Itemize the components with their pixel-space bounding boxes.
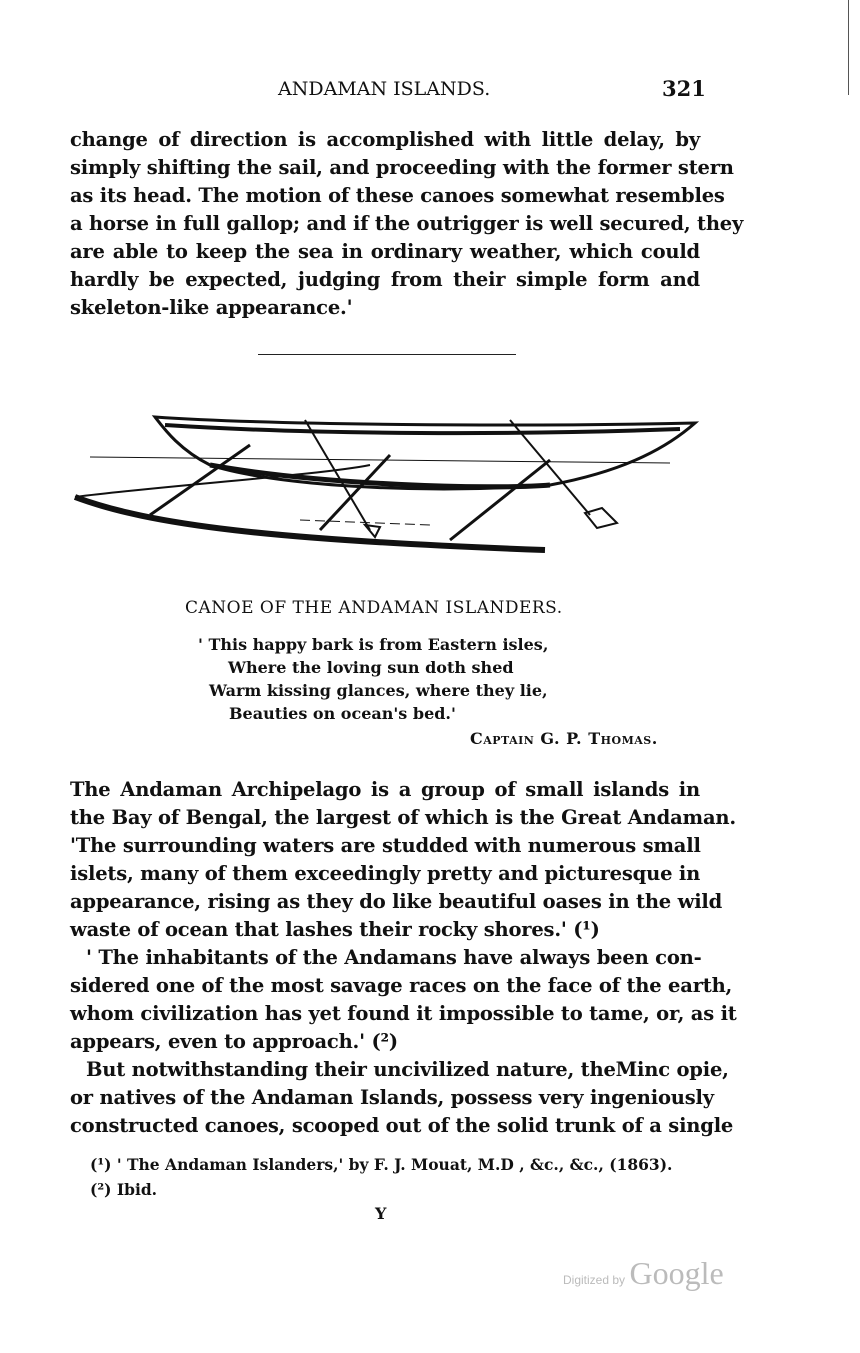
text-line: The Andaman Archipelago is a group of small islands in — [70, 778, 700, 801]
illustration-caption: CANOE OF THE ANDAMAN ISLANDERS. — [185, 598, 563, 618]
text-line: or natives of the Andaman Islands, possess very ingeniously — [70, 1086, 714, 1109]
text-line: as its head. The motion of these canoes somewhat resembles — [70, 184, 725, 207]
text-line: islets, many of them exceedingly pretty and picturesque in — [70, 862, 701, 885]
text-line: sidered one of the most savage races on the face of the earth, — [70, 974, 733, 997]
watermark-brand: Google — [629, 1255, 724, 1291]
text-line: constructed canoes, scooped out of the solid trunk of a single — [70, 1114, 734, 1137]
text-line: appearance, rising as they do like beautiful oases in the wild — [70, 890, 723, 913]
text-line: a horse in full gallop; and if the outrigger is well secured, they — [70, 212, 744, 235]
text-line: whom civilization has yet found it impossible to tame, or, as it — [70, 1002, 737, 1025]
poem-line: Beauties on ocean's bed.' — [229, 704, 456, 723]
text-line: simply shifting the sail, and proceeding with the former stern — [70, 156, 734, 179]
running-title: ANDAMAN ISLANDS. — [278, 78, 491, 100]
text-line: skeleton-like appearance.' — [70, 296, 353, 319]
poem-line: Where the loving sun doth shed — [228, 658, 514, 677]
text-line: waste of ocean that lashes their rocky shores.' (¹) — [70, 918, 600, 941]
text-line: are able to keep the sea in ordinary weather, which could — [70, 240, 700, 263]
text-line: change of direction is accomplished with little delay, by — [70, 128, 700, 151]
google-watermark — [563, 1255, 724, 1292]
poem-attribution: Captain G. P. Thomas. — [470, 729, 658, 748]
page-number: 321 — [662, 76, 706, 101]
text-line: appears, even to approach.' (²) — [70, 1030, 398, 1053]
footnote: (¹) ' The Andaman Islanders,' by F. J. Mouat, M.D , &c., &c., (1863). — [90, 1155, 673, 1174]
poem-line: Warm kissing glances, where they lie, — [209, 681, 548, 700]
section-divider — [258, 354, 516, 355]
footnote: (²) Ibid. — [90, 1180, 158, 1199]
text-line: 'The surrounding waters are studded with numerous small — [70, 834, 701, 857]
scan-edge-line — [848, 0, 849, 95]
signature-mark: Y — [375, 1204, 387, 1223]
watermark-prefix: Digitized by — [563, 1273, 626, 1287]
text-line: But notwithstanding their uncivilized nature, theMinc opie, — [86, 1058, 729, 1081]
canoe-illustration — [70, 405, 710, 565]
text-line: the Bay of Bengal, the largest of which is the Great Andaman. — [70, 806, 736, 829]
text-line: hardly be expected, judging from their simple form and — [70, 268, 700, 291]
poem-line: ' This happy bark is from Eastern isles, — [198, 635, 549, 654]
text-line: ' The inhabitants of the Andamans have always been con- — [86, 946, 702, 969]
